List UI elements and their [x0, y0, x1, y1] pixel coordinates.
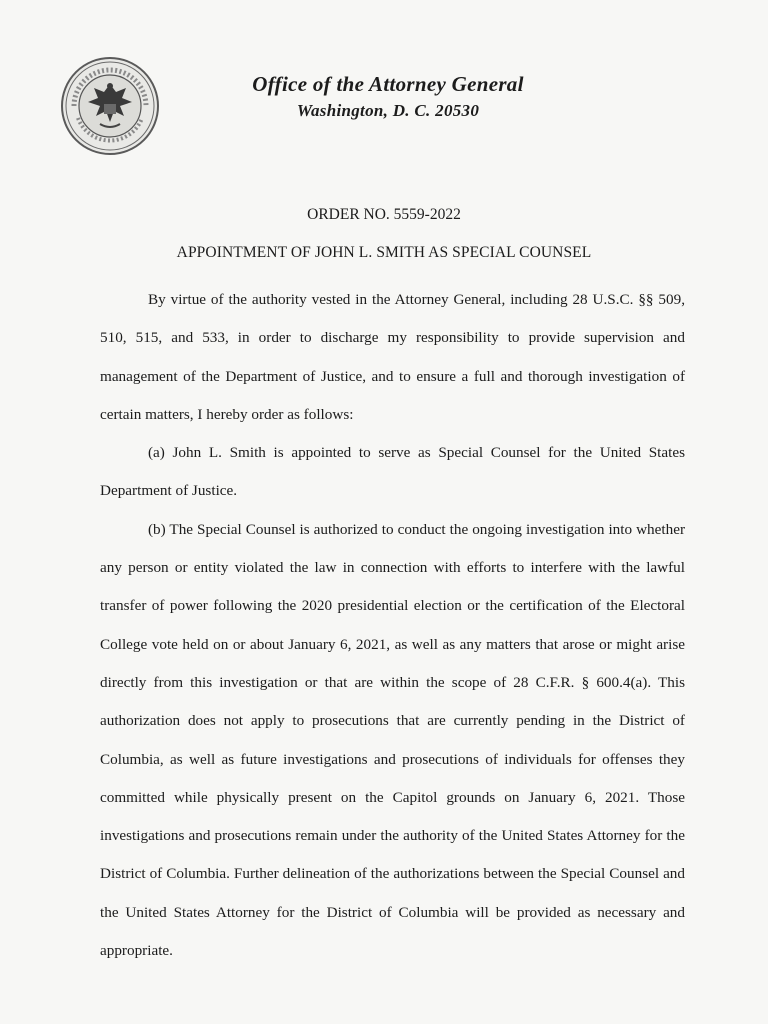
- paragraph-a: (a) John L. Smith is appointed to serve as Special Counsel for the United States Department of Justice.: [100, 444, 685, 500]
- paragraph-b: (b) The Special Counsel is authorized to conduct the ongoing investigation into whether any person or entity violated the law in connection with efforts to interfere with the lawful transfer of power following the 2020 presidential election or the certification of the Electoral College vote held on or about January 6, 2021, as well as any matters that arose or might arise directly from this investigation or that are within the scope of 28 C.F.R. § 600.4(a). This authorization does not apply to prosecutions that are currently pending in the District of Columbia, as well as future investigations and prosecutions of individuals for offenses they committed while physically present on the Capitol grounds on January 6, 2021. Those investigations and prosecutions remain under the authority of the United States Attorney for the District of Columbia. Further delineation of the authorizations between the Special Counsel and the United States Attorney for the District of Columbia will be provided as necessary and appropriate.: [100, 520, 685, 960]
- letterhead-office: Office of the Attorney General: [252, 72, 524, 96]
- order-body: [100, 281, 685, 970]
- paragraph-authority: By virtue of the authority vested in the Attorney General, including 28 U.S.C. §§ 509, 510, 515, and 533, in order to discharge my responsibility to provide supervision and management of the Department of Justice, and to ensure a full and thorough investigation of certain matters, I hereby order as follows:: [100, 291, 685, 423]
- letterhead-address: Washington, D. C. 20530: [296, 101, 480, 120]
- order-number: ORDER NO. 5559-2022: [307, 206, 461, 223]
- order-title: APPOINTMENT OF JOHN L. SMITH AS SPECIAL COUNSEL: [176, 244, 592, 261]
